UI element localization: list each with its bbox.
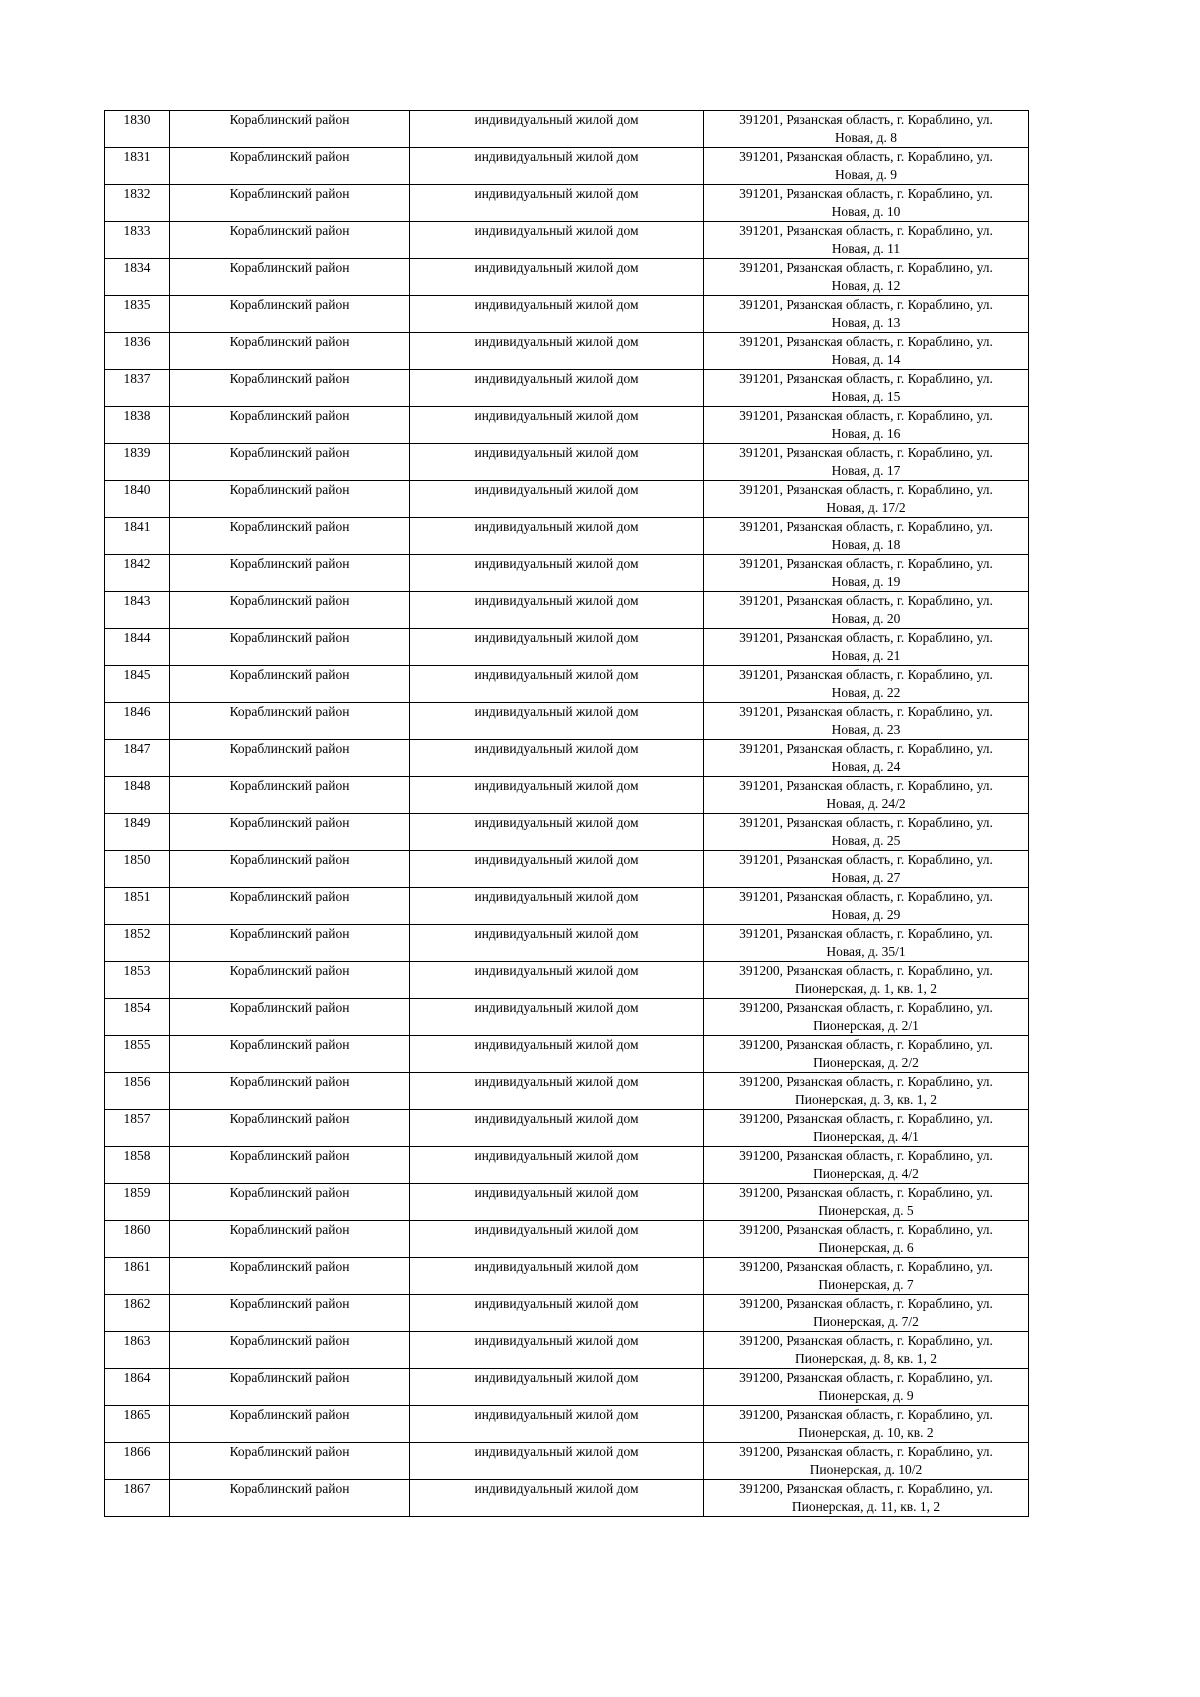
- row-number-cell: 1839: [105, 444, 170, 481]
- row-number-cell: 1831: [105, 148, 170, 185]
- address-cell: [704, 851, 1029, 888]
- table-row: [105, 888, 1029, 925]
- table-row: [105, 814, 1029, 851]
- row-number-cell: 1864: [105, 1369, 170, 1406]
- table-row: [105, 1369, 1029, 1406]
- row-number-cell: 1836: [105, 333, 170, 370]
- address-cell: [704, 1073, 1029, 1110]
- table-row: [105, 555, 1029, 592]
- building-type-cell: индивидуальный жилой дом: [410, 407, 704, 444]
- table-row: [105, 740, 1029, 777]
- row-number-cell: 1837: [105, 370, 170, 407]
- address-line-2: Новая, д. 16: [831, 426, 901, 441]
- row-number-cell: 1835: [105, 296, 170, 333]
- address-line-2: Новая, д. 20: [831, 611, 901, 626]
- row-number-cell: 1849: [105, 814, 170, 851]
- row-number-cell: 1866: [105, 1443, 170, 1480]
- table-row: [105, 333, 1029, 370]
- address-line-1: 391201, Рязанская область, г. Кораблино, ул.: [739, 593, 993, 608]
- table-row: [105, 1480, 1029, 1517]
- building-type-cell: индивидуальный жилой дом: [410, 518, 704, 555]
- address-line-1: 391201, Рязанская область, г. Кораблино, ул.: [739, 112, 993, 127]
- district-cell: Кораблинский район: [170, 1406, 410, 1443]
- address-cell: [704, 629, 1029, 666]
- district-cell: Кораблинский район: [170, 444, 410, 481]
- row-number-cell: 1862: [105, 1295, 170, 1332]
- address-cell: [704, 1147, 1029, 1184]
- building-type-cell: индивидуальный жилой дом: [410, 1295, 704, 1332]
- district-cell: Кораблинский район: [170, 962, 410, 999]
- address-line-1: 391201, Рязанская область, г. Кораблино, ул.: [739, 482, 993, 497]
- district-cell: Кораблинский район: [170, 333, 410, 370]
- address-cell: [704, 740, 1029, 777]
- address-line-1: 391200, Рязанская область, г. Кораблино, ул.: [739, 1148, 993, 1163]
- district-cell: Кораблинский район: [170, 148, 410, 185]
- address-line-1: 391201, Рязанская область, г. Кораблино, ул.: [739, 371, 993, 386]
- address-cell: [704, 592, 1029, 629]
- address-cell: [704, 148, 1029, 185]
- address-cell: [704, 1443, 1029, 1480]
- table-row: [105, 1258, 1029, 1295]
- building-type-cell: индивидуальный жилой дом: [410, 1369, 704, 1406]
- address-cell: [704, 703, 1029, 740]
- building-type-cell: индивидуальный жилой дом: [410, 1036, 704, 1073]
- address-line-1: 391201, Рязанская область, г. Кораблино, ул.: [739, 297, 993, 312]
- table-row: [105, 185, 1029, 222]
- table-row: [105, 777, 1029, 814]
- row-number-cell: 1844: [105, 629, 170, 666]
- table-row: [105, 1073, 1029, 1110]
- table-row: [105, 1443, 1029, 1480]
- building-type-cell: индивидуальный жилой дом: [410, 370, 704, 407]
- row-number-cell: 1852: [105, 925, 170, 962]
- building-type-cell: индивидуальный жилой дом: [410, 1406, 704, 1443]
- building-type-cell: индивидуальный жилой дом: [410, 481, 704, 518]
- row-number-cell: 1838: [105, 407, 170, 444]
- address-line-2: Пионерская, д. 7: [818, 1277, 914, 1292]
- row-number-cell: 1861: [105, 1258, 170, 1295]
- table-row: [105, 259, 1029, 296]
- address-line-1: 391201, Рязанская область, г. Кораблино, ул.: [739, 186, 993, 201]
- district-cell: Кораблинский район: [170, 740, 410, 777]
- address-line-2: Новая, д. 35/1: [826, 944, 906, 959]
- address-line-1: 391200, Рязанская область, г. Кораблино, ул.: [739, 1481, 993, 1496]
- address-cell: [704, 333, 1029, 370]
- row-number-cell: 1832: [105, 185, 170, 222]
- building-type-cell: индивидуальный жилой дом: [410, 851, 704, 888]
- district-cell: Кораблинский район: [170, 111, 410, 148]
- address-cell: [704, 1295, 1029, 1332]
- building-type-cell: индивидуальный жилой дом: [410, 814, 704, 851]
- housing-registry-table: [104, 110, 1029, 1517]
- address-line-2: Новая, д. 21: [831, 648, 901, 663]
- address-cell: [704, 555, 1029, 592]
- address-line-1: 391201, Рязанская область, г. Кораблино, ул.: [739, 926, 993, 941]
- address-line-2: Новая, д. 27: [831, 870, 901, 885]
- address-line-1: 391201, Рязанская область, г. Кораблино, ул.: [739, 223, 993, 238]
- row-number-cell: 1858: [105, 1147, 170, 1184]
- address-line-2: Новая, д. 8: [834, 130, 897, 145]
- address-cell: [704, 1184, 1029, 1221]
- address-line-1: 391200, Рязанская область, г. Кораблино, ул.: [739, 1111, 993, 1126]
- address-cell: [704, 1110, 1029, 1147]
- table-row: [105, 1406, 1029, 1443]
- address-cell: [704, 259, 1029, 296]
- row-number-cell: 1840: [105, 481, 170, 518]
- district-cell: Кораблинский район: [170, 1369, 410, 1406]
- row-number-cell: 1860: [105, 1221, 170, 1258]
- building-type-cell: индивидуальный жилой дом: [410, 1073, 704, 1110]
- building-type-cell: индивидуальный жилой дом: [410, 888, 704, 925]
- address-cell: [704, 777, 1029, 814]
- table-row: [105, 666, 1029, 703]
- district-cell: Кораблинский район: [170, 1110, 410, 1147]
- building-type-cell: индивидуальный жилой дом: [410, 999, 704, 1036]
- address-line-1: 391201, Рязанская область, г. Кораблино, ул.: [739, 778, 993, 793]
- address-cell: [704, 518, 1029, 555]
- building-type-cell: индивидуальный жилой дом: [410, 222, 704, 259]
- district-cell: Кораблинский район: [170, 814, 410, 851]
- row-number-cell: 1842: [105, 555, 170, 592]
- address-line-1: 391200, Рязанская область, г. Кораблино, ул.: [739, 1444, 993, 1459]
- district-cell: Кораблинский район: [170, 1147, 410, 1184]
- address-cell: [704, 1258, 1029, 1295]
- address-line-2: Пионерская, д. 9: [818, 1388, 914, 1403]
- address-line-1: 391200, Рязанская область, г. Кораблино, ул.: [739, 1074, 993, 1089]
- address-line-2: Пионерская, д. 2/2: [813, 1055, 919, 1070]
- address-line-2: Новая, д. 22: [831, 685, 901, 700]
- row-number-cell: 1854: [105, 999, 170, 1036]
- address-line-2: Пионерская, д. 10, кв. 2: [798, 1425, 934, 1440]
- address-line-2: Пионерская, д. 4/1: [813, 1129, 919, 1144]
- row-number-cell: 1850: [105, 851, 170, 888]
- row-number-cell: 1841: [105, 518, 170, 555]
- building-type-cell: индивидуальный жилой дом: [410, 925, 704, 962]
- district-cell: Кораблинский район: [170, 1295, 410, 1332]
- table-row: [105, 1295, 1029, 1332]
- table-row: [105, 481, 1029, 518]
- district-cell: Кораблинский район: [170, 259, 410, 296]
- building-type-cell: индивидуальный жилой дом: [410, 1184, 704, 1221]
- district-cell: Кораблинский район: [170, 925, 410, 962]
- address-cell: [704, 370, 1029, 407]
- address-line-1: 391201, Рязанская область, г. Кораблино, ул.: [739, 889, 993, 904]
- address-cell: [704, 666, 1029, 703]
- address-cell: [704, 1332, 1029, 1369]
- address-line-2: Новая, д. 11: [831, 241, 901, 256]
- row-number-cell: 1867: [105, 1480, 170, 1517]
- address-line-2: Новая, д. 10: [831, 204, 901, 219]
- address-line-1: 391200, Рязанская область, г. Кораблино, ул.: [739, 1407, 993, 1422]
- address-line-2: Пионерская, д. 1, кв. 1, 2: [794, 981, 938, 996]
- district-cell: Кораблинский район: [170, 407, 410, 444]
- district-cell: Кораблинский район: [170, 370, 410, 407]
- address-line-2: Новая, д. 15: [831, 389, 901, 404]
- address-line-2: Новая, д. 25: [831, 833, 901, 848]
- table-row: [105, 444, 1029, 481]
- building-type-cell: индивидуальный жилой дом: [410, 629, 704, 666]
- building-type-cell: индивидуальный жилой дом: [410, 962, 704, 999]
- address-line-2: Новая, д. 13: [831, 315, 901, 330]
- address-line-2: Пионерская, д. 4/2: [813, 1166, 919, 1181]
- building-type-cell: индивидуальный жилой дом: [410, 111, 704, 148]
- district-cell: Кораблинский район: [170, 592, 410, 629]
- address-line-2: Новая, д. 9: [834, 167, 897, 182]
- address-line-2: Пионерская, д. 11, кв. 1, 2: [791, 1499, 941, 1514]
- address-line-1: 391201, Рязанская область, г. Кораблино, ул.: [739, 852, 993, 867]
- row-number-cell: 1856: [105, 1073, 170, 1110]
- address-line-1: 391201, Рязанская область, г. Кораблино, ул.: [739, 445, 993, 460]
- district-cell: Кораблинский район: [170, 777, 410, 814]
- address-line-1: 391200, Рязанская область, г. Кораблино, ул.: [739, 963, 993, 978]
- building-type-cell: индивидуальный жилой дом: [410, 740, 704, 777]
- address-line-2: Новая, д. 17/2: [826, 500, 906, 515]
- district-cell: Кораблинский район: [170, 629, 410, 666]
- table-body: [105, 111, 1029, 1517]
- building-type-cell: индивидуальный жилой дом: [410, 1147, 704, 1184]
- address-line-1: 391201, Рязанская область, г. Кораблино, ул.: [739, 667, 993, 682]
- row-number-cell: 1830: [105, 111, 170, 148]
- address-line-1: 391200, Рязанская область, г. Кораблино, ул.: [739, 1037, 993, 1052]
- table-row: [105, 518, 1029, 555]
- table-row: [105, 999, 1029, 1036]
- district-cell: Кораблинский район: [170, 1332, 410, 1369]
- building-type-cell: индивидуальный жилой дом: [410, 777, 704, 814]
- row-number-cell: 1851: [105, 888, 170, 925]
- address-line-2: Новая, д. 17: [831, 463, 901, 478]
- row-number-cell: 1847: [105, 740, 170, 777]
- document-page: [104, 110, 1028, 1517]
- table-row: [105, 1147, 1029, 1184]
- row-number-cell: 1863: [105, 1332, 170, 1369]
- district-cell: Кораблинский район: [170, 888, 410, 925]
- address-cell: [704, 1036, 1029, 1073]
- row-number-cell: 1846: [105, 703, 170, 740]
- address-cell: [704, 185, 1029, 222]
- address-cell: [704, 962, 1029, 999]
- address-line-2: Пионерская, д. 2/1: [813, 1018, 919, 1033]
- address-cell: [704, 481, 1029, 518]
- table-row: [105, 962, 1029, 999]
- address-line-1: 391201, Рязанская область, г. Кораблино, ул.: [739, 630, 993, 645]
- district-cell: Кораблинский район: [170, 851, 410, 888]
- building-type-cell: индивидуальный жилой дом: [410, 555, 704, 592]
- address-line-2: Новая, д. 19: [831, 574, 901, 589]
- address-line-2: Новая, д. 24/2: [826, 796, 906, 811]
- row-number-cell: 1859: [105, 1184, 170, 1221]
- address-line-1: 391201, Рязанская область, г. Кораблино, ул.: [739, 556, 993, 571]
- address-cell: [704, 111, 1029, 148]
- address-line-2: Пионерская, д. 5: [818, 1203, 914, 1218]
- address-line-1: 391201, Рязанская область, г. Кораблино, ул.: [739, 704, 993, 719]
- address-line-2: Пионерская, д. 7/2: [813, 1314, 919, 1329]
- row-number-cell: 1855: [105, 1036, 170, 1073]
- district-cell: Кораблинский район: [170, 1480, 410, 1517]
- address-line-2: Пионерская, д. 3, кв. 1, 2: [794, 1092, 938, 1107]
- address-line-1: 391200, Рязанская область, г. Кораблино, ул.: [739, 1185, 993, 1200]
- address-line-1: 391201, Рязанская область, г. Кораблино, ул.: [739, 149, 993, 164]
- district-cell: Кораблинский район: [170, 481, 410, 518]
- address-line-1: 391200, Рязанская область, г. Кораблино, ул.: [739, 1000, 993, 1015]
- address-cell: [704, 222, 1029, 259]
- address-line-1: 391201, Рязанская область, г. Кораблино, ул.: [739, 741, 993, 756]
- district-cell: Кораблинский район: [170, 296, 410, 333]
- row-number-cell: 1857: [105, 1110, 170, 1147]
- building-type-cell: индивидуальный жилой дом: [410, 1443, 704, 1480]
- address-line-1: 391201, Рязанская область, г. Кораблино, ул.: [739, 815, 993, 830]
- address-cell: [704, 925, 1029, 962]
- table-row: [105, 222, 1029, 259]
- building-type-cell: индивидуальный жилой дом: [410, 296, 704, 333]
- address-cell: [704, 296, 1029, 333]
- address-line-1: 391200, Рязанская область, г. Кораблино, ул.: [739, 1296, 993, 1311]
- address-line-1: 391200, Рязанская область, г. Кораблино, ул.: [739, 1333, 993, 1348]
- address-line-1: 391201, Рязанская область, г. Кораблино, ул.: [739, 260, 993, 275]
- table-row: [105, 407, 1029, 444]
- address-line-2: Новая, д. 29: [831, 907, 901, 922]
- district-cell: Кораблинский район: [170, 518, 410, 555]
- address-line-2: Новая, д. 23: [831, 722, 901, 737]
- address-line-1: 391201, Рязанская область, г. Кораблино, ул.: [739, 408, 993, 423]
- building-type-cell: индивидуальный жилой дом: [410, 185, 704, 222]
- table-row: [105, 1184, 1029, 1221]
- district-cell: Кораблинский район: [170, 222, 410, 259]
- address-line-2: Пионерская, д. 10/2: [809, 1462, 923, 1477]
- district-cell: Кораблинский район: [170, 1258, 410, 1295]
- address-line-2: Пионерская, д. 8, кв. 1, 2: [794, 1351, 938, 1366]
- table-row: [105, 629, 1029, 666]
- address-line-2: Новая, д. 12: [831, 278, 901, 293]
- address-cell: [704, 888, 1029, 925]
- district-cell: Кораблинский район: [170, 666, 410, 703]
- district-cell: Кораблинский район: [170, 1443, 410, 1480]
- address-line-2: Новая, д. 14: [831, 352, 901, 367]
- district-cell: Кораблинский район: [170, 555, 410, 592]
- building-type-cell: индивидуальный жилой дом: [410, 592, 704, 629]
- building-type-cell: индивидуальный жилой дом: [410, 1480, 704, 1517]
- table-row: [105, 1036, 1029, 1073]
- row-number-cell: 1865: [105, 1406, 170, 1443]
- table-row: [105, 148, 1029, 185]
- district-cell: Кораблинский район: [170, 703, 410, 740]
- address-line-2: Новая, д. 18: [831, 537, 901, 552]
- row-number-cell: 1853: [105, 962, 170, 999]
- district-cell: Кораблинский район: [170, 999, 410, 1036]
- address-line-1: 391201, Рязанская область, г. Кораблино, ул.: [739, 519, 993, 534]
- address-cell: [704, 1369, 1029, 1406]
- building-type-cell: индивидуальный жилой дом: [410, 1332, 704, 1369]
- address-cell: [704, 1406, 1029, 1443]
- address-line-1: 391201, Рязанская область, г. Кораблино, ул.: [739, 334, 993, 349]
- address-cell: [704, 999, 1029, 1036]
- building-type-cell: индивидуальный жилой дом: [410, 148, 704, 185]
- building-type-cell: индивидуальный жилой дом: [410, 1110, 704, 1147]
- address-cell: [704, 814, 1029, 851]
- table-row: [105, 703, 1029, 740]
- table-row: [105, 1221, 1029, 1258]
- address-line-1: 391200, Рязанская область, г. Кораблино, ул.: [739, 1222, 993, 1237]
- table-row: [105, 925, 1029, 962]
- address-cell: [704, 1221, 1029, 1258]
- row-number-cell: 1845: [105, 666, 170, 703]
- address-line-2: Пионерская, д. 6: [818, 1240, 914, 1255]
- building-type-cell: индивидуальный жилой дом: [410, 1221, 704, 1258]
- address-line-1: 391200, Рязанская область, г. Кораблино, ул.: [739, 1370, 993, 1385]
- address-cell: [704, 444, 1029, 481]
- table-row: [105, 1110, 1029, 1147]
- table-row: [105, 296, 1029, 333]
- table-row: [105, 370, 1029, 407]
- district-cell: Кораблинский район: [170, 1073, 410, 1110]
- table-row: [105, 592, 1029, 629]
- district-cell: Кораблинский район: [170, 185, 410, 222]
- row-number-cell: 1833: [105, 222, 170, 259]
- table-row: [105, 1332, 1029, 1369]
- address-line-1: 391200, Рязанская область, г. Кораблино, ул.: [739, 1259, 993, 1274]
- table-row: [105, 851, 1029, 888]
- building-type-cell: индивидуальный жилой дом: [410, 703, 704, 740]
- building-type-cell: индивидуальный жилой дом: [410, 1258, 704, 1295]
- district-cell: Кораблинский район: [170, 1184, 410, 1221]
- district-cell: Кораблинский район: [170, 1036, 410, 1073]
- row-number-cell: 1843: [105, 592, 170, 629]
- building-type-cell: индивидуальный жилой дом: [410, 333, 704, 370]
- building-type-cell: индивидуальный жилой дом: [410, 444, 704, 481]
- building-type-cell: индивидуальный жилой дом: [410, 259, 704, 296]
- address-cell: [704, 1480, 1029, 1517]
- row-number-cell: 1848: [105, 777, 170, 814]
- table-row: [105, 111, 1029, 148]
- address-line-2: Новая, д. 24: [831, 759, 901, 774]
- building-type-cell: индивидуальный жилой дом: [410, 666, 704, 703]
- address-cell: [704, 407, 1029, 444]
- row-number-cell: 1834: [105, 259, 170, 296]
- district-cell: Кораблинский район: [170, 1221, 410, 1258]
